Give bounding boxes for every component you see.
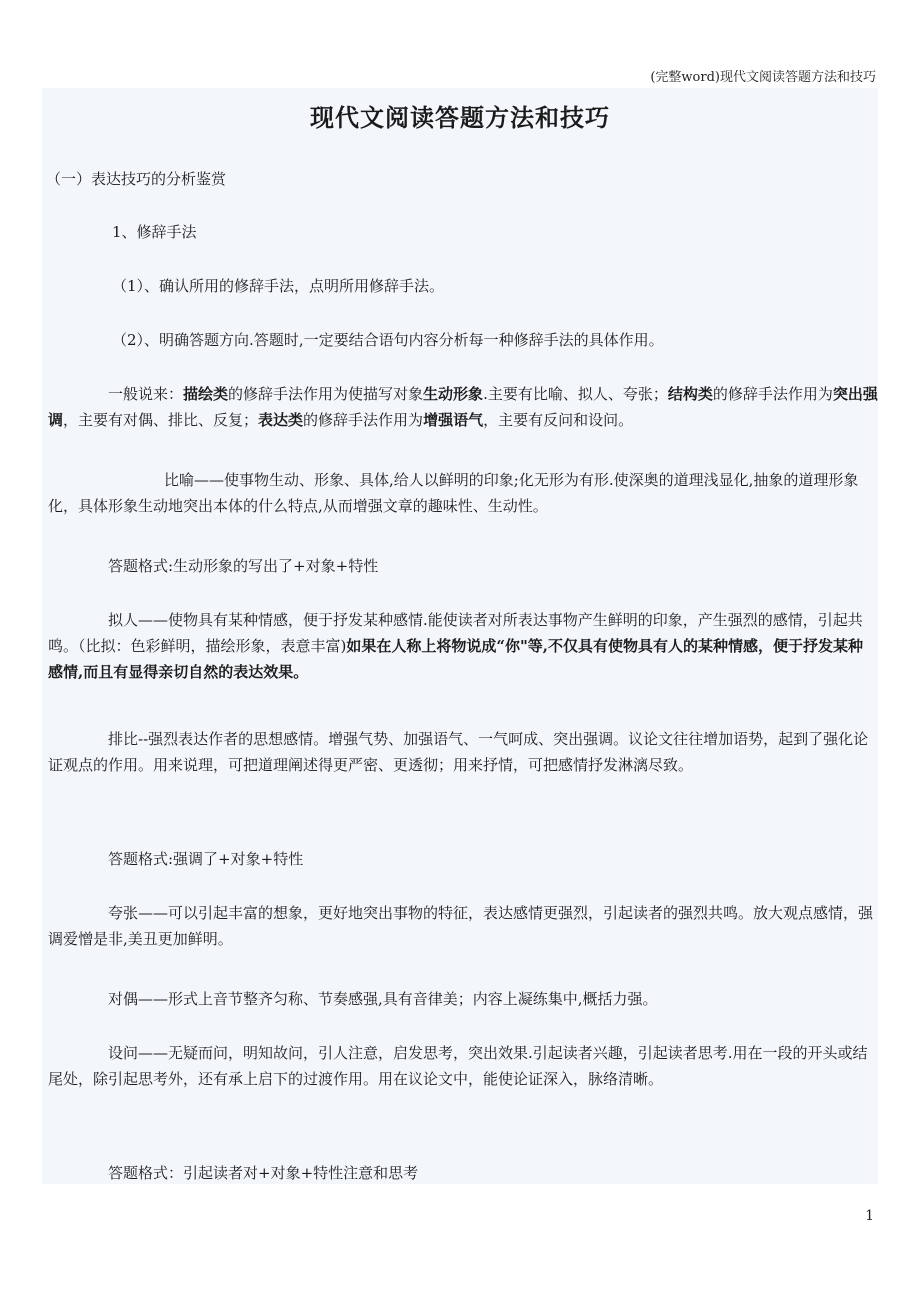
subheading: 1、修辞手法	[112, 223, 197, 241]
step-1: （1）、确认所用的修辞手法，点明所用修辞手法。	[112, 277, 445, 295]
bold-text: 生动形象	[423, 385, 484, 403]
answer-format-3: 答题格式：引起读者对+对象+特性注意和思考	[108, 1164, 419, 1182]
running-header: (完整word)现代文阅读答题方法和技巧	[650, 70, 876, 85]
rhetorical-question-paragraph: 设问——无疑而问，明知故问，引人注意，启发思考，突出效果.引起读者兴趣，引起读者思考.用在一段的开头或结尾处，除引起思考外，还有承上启下的过渡作用。用在议论文中，能使论证深入，脉络清晰。	[48, 1044, 868, 1088]
page-number: 1	[865, 1208, 874, 1224]
hyperbole-paragraph: 夸张——可以引起丰富的想象，更好地突出事物的特征，表达感情更强烈，引起读者的强烈共鸣。放大观点感情，强调爱憎是非,美丑更加鲜明。	[48, 904, 874, 948]
general-paragraph	[48, 381, 878, 433]
step-2: （2）、明确答题方向.答题时,一定要结合语句内容分析每一种修辞手法的具体作用。	[112, 331, 664, 349]
bold-text: 结构类	[667, 385, 713, 403]
document-body	[42, 88, 878, 1184]
metaphor-paragraph: 比喻——使事物生动、形象、具体,给人以鲜明的印象;化无形为有形.使深奥的道理浅显化,抽象的道理形象化，具体形象生动地突出本体的什么特点,从而增强文章的趣味性、生动性。	[48, 471, 859, 515]
text: .主要有比喻、拟人、夸张；	[483, 385, 668, 403]
answer-format-1: 答题格式:生动形象的写出了+对象+特性	[108, 557, 379, 575]
document-title: 现代文阅读答题方法和技巧	[310, 103, 610, 132]
text: 的修辞手法作用为	[303, 411, 424, 429]
parallelism-paragraph: 排比--强烈表达作者的思想感情。增强气势、加强语气、一气呵成、突出强调。议论文往往增加语势，起到了强化论证观点的作用。用来说理，可把道理阐述得更严密、更透彻；用来抒情，可把感情抒发淋漓尽致。	[48, 730, 869, 774]
bold-text: 描绘类	[183, 385, 229, 403]
personification-paragraph	[48, 607, 878, 685]
text: 的修辞手法作用为使描写对象	[228, 385, 424, 403]
antithesis-paragraph: 对偶——形式上音节整齐匀称、节奏感强,具有音律美；内容上凝练集中,概括力强。	[108, 990, 658, 1008]
text: 的修辞手法作用为	[712, 385, 833, 403]
text: ，主要有反问和设问。	[483, 411, 634, 429]
bold-text: 增强语气	[423, 411, 484, 429]
bold-text: 突出强调	[48, 385, 878, 429]
text: ，主要有对偶、排比、反复；	[63, 411, 259, 429]
answer-format-2: 答题格式:强调了+对象+特性	[108, 850, 304, 868]
bold-text: 表达类	[258, 411, 304, 429]
text: 拟人——使物具有某种情感，便于抒发某种感情.能使读者对所表达事物产生鲜明的印象，产生强烈的感情，引起共鸣。（比拟：色彩鲜明，描绘形象，表意丰富)	[48, 611, 863, 655]
bold-text: 如果在人称上将物说成“你"等,不仅具有使物具有人的某种情感，便于抒发某种感情,而且有显得亲切自然的表达效果。	[48, 637, 864, 681]
text: 一般说来：	[108, 385, 184, 403]
section-heading: （一）表达技巧的分析鉴赏	[46, 170, 227, 188]
